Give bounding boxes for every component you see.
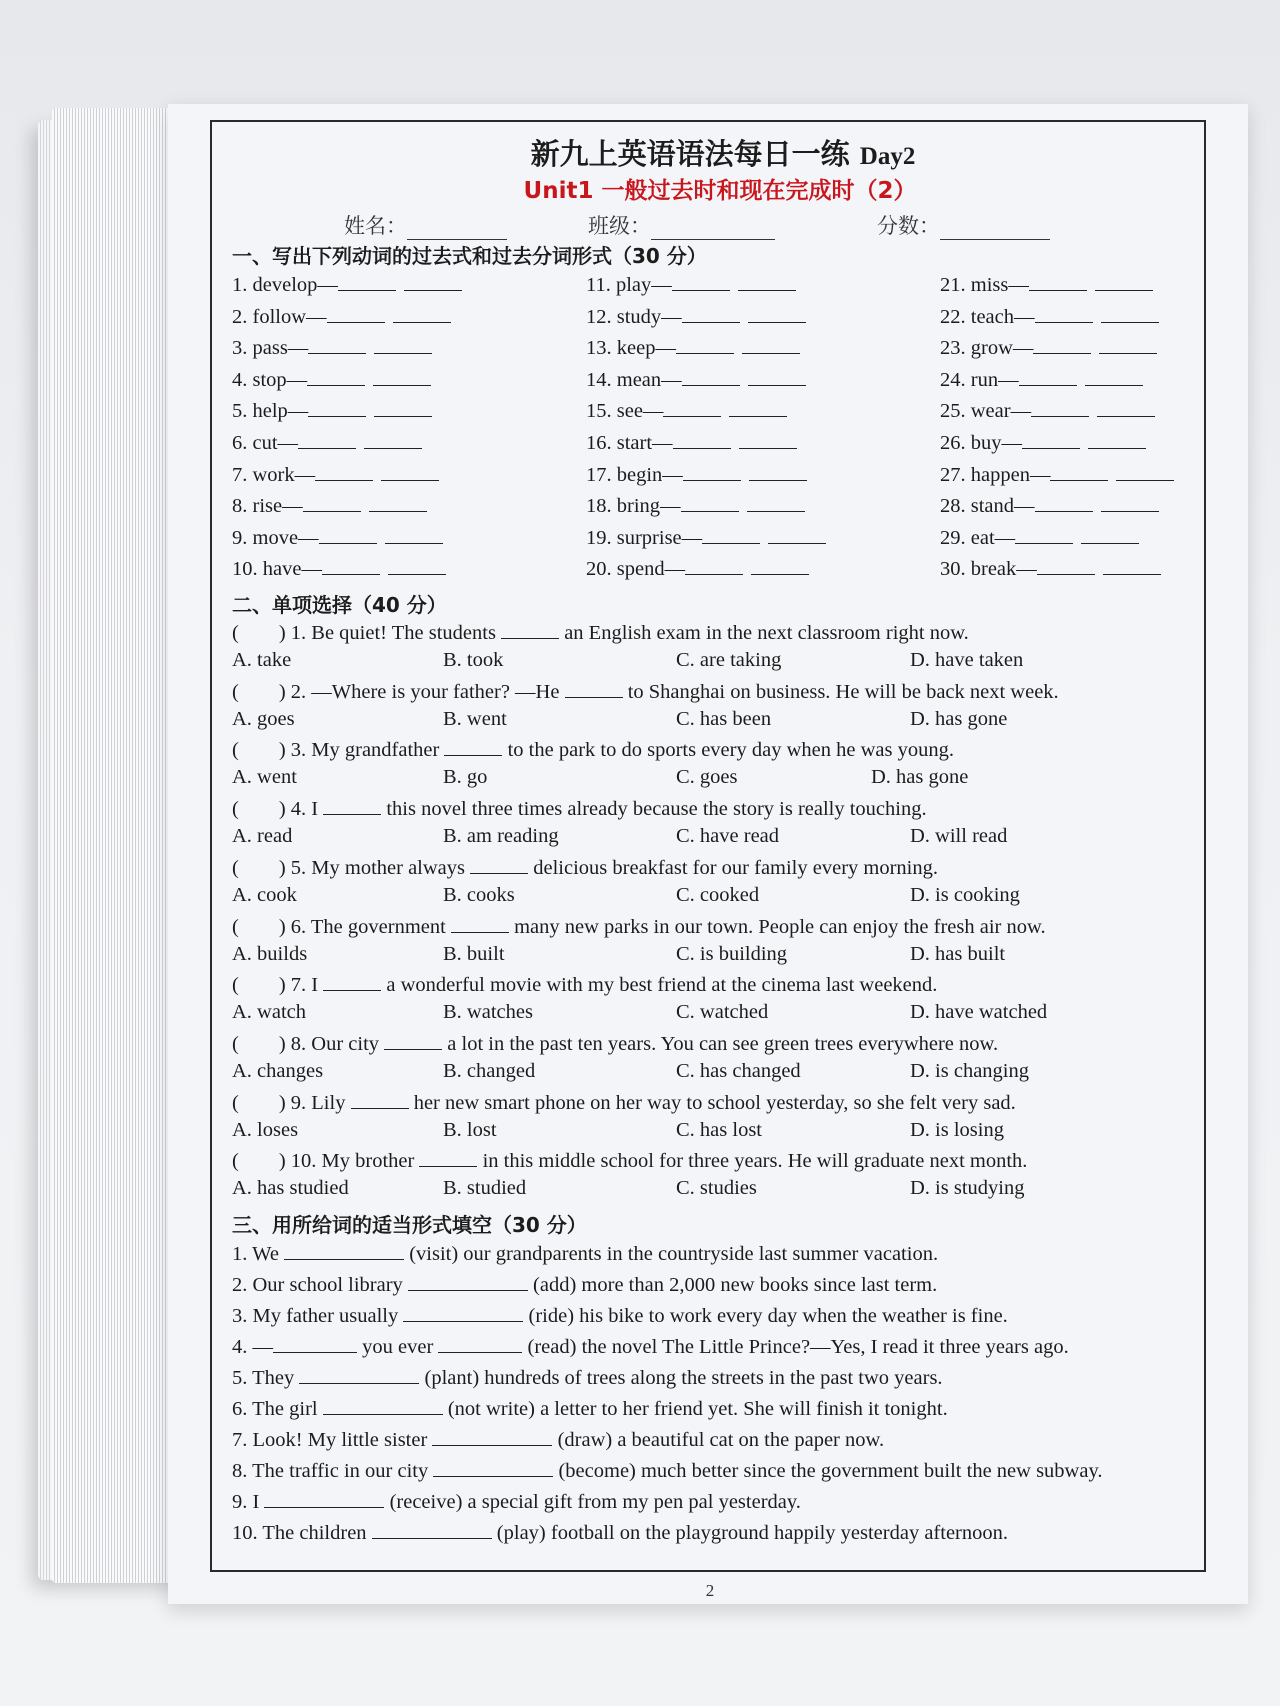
verb-item	[940, 525, 1139, 550]
fill-item-end: (visit) our grandparents in the countryside last summer vacation.	[409, 1243, 939, 1265]
past-tense-blank[interactable]	[685, 556, 743, 575]
verb-label: 22. teach—	[940, 305, 1035, 328]
fill-item-end: (not write) a letter to her friend yet. She will finish it tonight.	[447, 1398, 948, 1420]
question-stem-end: a lot in the past ten years. You can see green trees everywhere now.	[447, 1032, 999, 1055]
option-c[interactable]: C. has been	[676, 707, 772, 730]
question-stem-start: ) 3. My grandfather	[278, 739, 440, 762]
fill-item-end: (ride) his bike to work every day when the weather is fine.	[528, 1305, 1008, 1327]
fill-item-end: (add) more than 2,000 new books since last term.	[533, 1274, 938, 1296]
past-participle-blank[interactable]	[374, 335, 432, 354]
page-title	[0, 132, 1280, 173]
past-participle-blank[interactable]	[739, 430, 797, 449]
fill-blank[interactable]	[432, 1427, 552, 1446]
verb-label: 11. play—	[586, 274, 672, 296]
option-d[interactable]: D. will read	[910, 825, 1008, 848]
verb-item	[232, 556, 446, 581]
question-stem-start: ) 1. Be quiet! The students	[278, 622, 496, 644]
question-stem-start: ) 8. Our city	[278, 1032, 380, 1055]
fill-item-start: 5. They	[232, 1367, 295, 1389]
fill-blank[interactable]	[433, 1458, 553, 1477]
question-paren: (	[232, 739, 239, 762]
fill-item-end: (receive) a special gift from my pen pal yesterday.	[389, 1491, 801, 1513]
question-paren: (	[232, 622, 239, 644]
verb-item	[940, 430, 1146, 455]
verb-label: 25. wear—	[940, 400, 1032, 423]
past-tense-blank[interactable]	[683, 462, 741, 481]
past-participle-blank[interactable]	[1097, 398, 1155, 417]
question-paren: (	[232, 798, 239, 821]
fill-item-end: (draw) a beautiful cat on the paper now.	[557, 1429, 885, 1451]
past-participle-blank[interactable]	[751, 556, 809, 575]
question-paren: (	[232, 1091, 239, 1114]
verb-item	[232, 272, 462, 297]
question-stem-start: ) 2. —Where is your father? —He	[278, 680, 560, 703]
verb-item	[940, 398, 1155, 423]
past-tense-blank[interactable]	[1033, 335, 1091, 354]
name-line[interactable]	[407, 219, 507, 240]
past-tense-blank[interactable]	[676, 335, 734, 354]
verb-item	[232, 462, 439, 487]
question-paren: (	[232, 915, 239, 938]
fill-blank[interactable]	[438, 1334, 522, 1353]
verb-item	[586, 462, 807, 487]
question-paren: (	[232, 856, 239, 879]
option-b[interactable]: B. built	[443, 942, 505, 965]
verb-item	[586, 272, 796, 297]
past-participle-blank[interactable]	[381, 462, 439, 481]
past-tense-blank[interactable]	[663, 398, 721, 417]
option-c[interactable]: C. watched	[676, 1001, 769, 1024]
past-participle-blank[interactable]	[1085, 367, 1143, 386]
verb-item	[586, 304, 806, 329]
question-blank[interactable]	[419, 1148, 477, 1167]
past-participle-blank[interactable]	[1116, 462, 1174, 481]
option-b[interactable]: B. watches	[443, 1001, 533, 1024]
option-d[interactable]: D. have taken	[910, 649, 1024, 671]
verb-label: 26. buy—	[940, 432, 1022, 454]
past-tense-blank[interactable]	[322, 556, 380, 575]
title-text: 新九上英语语法每日一练	[530, 137, 850, 171]
question-row	[232, 620, 969, 645]
past-tense-blank[interactable]	[1022, 430, 1080, 449]
question-blank[interactable]	[451, 914, 509, 933]
verb-label: 3. pass—	[232, 337, 309, 360]
section2-heading: 二、单项选择（40 分）	[232, 593, 447, 617]
fill-blank[interactable]	[408, 1272, 528, 1291]
question-stem-start: ) 10. My brother	[278, 1150, 415, 1173]
verb-label: 1. develop—	[232, 274, 338, 296]
past-tense-blank[interactable]	[702, 525, 760, 544]
verb-label: 12. study—	[586, 305, 682, 328]
fill-blank[interactable]	[299, 1365, 419, 1384]
verb-item	[232, 304, 451, 329]
question-paren: (	[232, 974, 239, 997]
past-participle-blank[interactable]	[1088, 430, 1146, 449]
option-a[interactable]: A. builds	[232, 942, 308, 965]
verb-item	[232, 430, 422, 455]
question-blank[interactable]	[501, 620, 559, 639]
fill-item-start: 8. The traffic in our city	[232, 1460, 429, 1482]
fill-item	[232, 1427, 884, 1452]
past-tense-blank[interactable]	[327, 304, 385, 323]
verb-label: 16. start—	[586, 432, 673, 454]
verb-label: 14. mean—	[586, 368, 682, 391]
verb-label: 15. see—	[586, 400, 664, 423]
past-tense-blank[interactable]	[1029, 272, 1087, 291]
question-blank[interactable]	[565, 679, 623, 698]
question-blank[interactable]	[470, 855, 528, 874]
verb-label: 24. run—	[940, 368, 1019, 391]
past-participle-blank[interactable]	[388, 556, 446, 575]
fill-blank[interactable]	[372, 1520, 492, 1539]
past-tense-blank[interactable]	[1015, 525, 1073, 544]
past-tense-blank[interactable]	[672, 272, 730, 291]
verb-label: 8. rise—	[232, 495, 303, 518]
class-label: 班级：	[588, 214, 651, 238]
option-b[interactable]: B. went	[443, 707, 507, 730]
verb-label: 23. grow—	[940, 337, 1034, 360]
question-stem-end: delicious breakfast for our family every morning.	[533, 856, 938, 879]
past-participle-blank[interactable]	[748, 367, 806, 386]
verb-label: 17. begin—	[586, 463, 683, 486]
past-participle-blank[interactable]	[1095, 272, 1153, 291]
past-tense-blank[interactable]	[682, 367, 740, 386]
name-label: 姓名：	[344, 214, 407, 238]
option-b[interactable]: B. lost	[443, 1118, 497, 1141]
verb-item	[586, 398, 787, 423]
option-c[interactable]: C. has lost	[676, 1118, 762, 1141]
past-participle-blank[interactable]	[369, 493, 427, 512]
verb-item	[940, 304, 1159, 329]
question-row	[232, 737, 954, 762]
question-row	[232, 1090, 1016, 1115]
fill-item	[232, 1458, 1103, 1483]
past-tense-blank[interactable]	[308, 398, 366, 417]
verb-item	[940, 462, 1174, 487]
verb-label: 18. bring—	[586, 495, 681, 518]
question-stem-start: ) 5. My mother always	[278, 856, 465, 879]
past-participle-blank[interactable]	[748, 304, 806, 323]
section1-heading: 一、写出下列动词的过去式和过去分词形式（30 分）	[232, 244, 707, 268]
verb-item	[586, 367, 806, 392]
past-tense-blank[interactable]	[303, 493, 361, 512]
option-b[interactable]: B. took	[443, 649, 504, 671]
fill-blank[interactable]	[273, 1334, 357, 1353]
section3-heading: 三、用所给词的适当形式填空（30 分）	[232, 1213, 587, 1237]
verb-label: 28. stand—	[940, 495, 1035, 518]
question-stem-end: an English exam in the next classroom right now.	[564, 622, 969, 644]
question-row	[232, 855, 938, 880]
past-participle-blank[interactable]	[749, 462, 807, 481]
verb-item	[940, 556, 1161, 581]
question-blank[interactable]	[323, 796, 381, 815]
question-blank[interactable]	[384, 1031, 442, 1050]
fill-item-middle: you ever	[362, 1336, 434, 1358]
verb-label: 21. miss—	[940, 274, 1029, 296]
fill-item-end: (become) much better since the government built the new subway.	[558, 1460, 1103, 1482]
past-participle-blank[interactable]	[374, 398, 432, 417]
fill-blank[interactable]	[323, 1396, 443, 1415]
option-d[interactable]: D. has gone	[910, 707, 1008, 730]
past-tense-blank[interactable]	[315, 462, 373, 481]
verb-item	[940, 335, 1157, 360]
past-tense-blank[interactable]	[307, 367, 365, 386]
past-participle-blank[interactable]	[1103, 556, 1161, 575]
question-paren: (	[232, 1150, 239, 1173]
option-d[interactable]: D. is cooking	[910, 883, 1020, 906]
fill-item	[232, 1396, 948, 1421]
option-c[interactable]: C. goes	[676, 766, 738, 789]
name-field[interactable]	[344, 210, 507, 240]
fill-item-end: (plant) hundreds of trees along the streets in the past two years.	[424, 1367, 943, 1389]
past-participle-blank[interactable]	[373, 367, 431, 386]
past-participle-blank[interactable]	[1099, 335, 1157, 354]
option-c[interactable]: C. studies	[676, 1177, 757, 1200]
option-b[interactable]: B. cooks	[443, 883, 515, 906]
fill-item-start: 1. We	[232, 1243, 279, 1265]
question-row	[232, 796, 927, 821]
verb-item	[586, 556, 809, 581]
option-c[interactable]: C. is building	[676, 942, 788, 965]
question-stem-end: a wonderful movie with my best friend at the cinema last weekend.	[386, 974, 938, 997]
class-field[interactable]	[588, 210, 775, 240]
fill-item	[232, 1241, 938, 1266]
past-tense-blank[interactable]	[1050, 462, 1108, 481]
past-participle-blank[interactable]	[385, 525, 443, 544]
option-a[interactable]: A. loses	[232, 1118, 299, 1141]
verb-item	[586, 335, 800, 360]
fill-blank[interactable]	[264, 1489, 384, 1508]
past-tense-blank[interactable]	[1035, 493, 1093, 512]
question-stem-end: to the park to do sports every day when he was young.	[507, 739, 954, 762]
option-a[interactable]: A. has studied	[232, 1177, 349, 1200]
option-a[interactable]: A. goes	[232, 707, 295, 730]
verb-label: 19. surprise—	[586, 526, 703, 549]
option-d[interactable]: D. is changing	[910, 1059, 1029, 1082]
option-c[interactable]: C. are taking	[676, 649, 782, 671]
title-day: Day2	[859, 143, 916, 170]
option-d[interactable]: D. is losing	[910, 1118, 1004, 1141]
class-line[interactable]	[651, 219, 775, 240]
verb-label: 20. spend—	[586, 558, 686, 581]
verb-item	[232, 398, 432, 423]
question-row	[232, 914, 1046, 939]
score-field[interactable]	[877, 210, 1050, 240]
verb-label: 9. move—	[232, 526, 319, 549]
verb-item	[586, 525, 826, 550]
verb-label: 29. eat—	[940, 526, 1016, 549]
question-row	[232, 679, 1059, 704]
option-a[interactable]: A. take	[232, 649, 292, 671]
option-d[interactable]: D. has built	[910, 942, 1006, 965]
past-tense-blank[interactable]	[682, 304, 740, 323]
past-tense-blank[interactable]	[673, 430, 731, 449]
option-b[interactable]: B. studied	[443, 1177, 527, 1200]
verb-label: 2. follow—	[232, 305, 327, 328]
verb-item	[940, 493, 1159, 518]
verb-label: 13. keep—	[586, 337, 676, 360]
option-b[interactable]: B. go	[443, 766, 488, 789]
option-d[interactable]: D. is studying	[910, 1177, 1025, 1200]
past-tense-blank[interactable]	[308, 335, 366, 354]
fill-item	[232, 1365, 943, 1390]
past-participle-blank[interactable]	[742, 335, 800, 354]
question-stem-start: ) 4. I	[278, 798, 319, 821]
fill-item	[232, 1303, 1008, 1328]
option-b[interactable]: B. am reading	[443, 825, 559, 848]
question-blank[interactable]	[351, 1090, 409, 1109]
fill-item	[232, 1334, 1069, 1359]
page-subtitle: Unit1 一般过去时和现在完成时（2）	[523, 178, 917, 204]
past-participle-blank[interactable]	[393, 304, 451, 323]
option-d[interactable]: D. have watched	[910, 1001, 1048, 1024]
past-participle-blank[interactable]	[1101, 304, 1159, 323]
fill-item-start: 7. Look! My little sister	[232, 1429, 428, 1451]
verb-label: 6. cut—	[232, 432, 299, 454]
fill-item-start: 6. The girl	[232, 1398, 318, 1420]
verb-item	[586, 430, 797, 455]
verb-label: 27. happen—	[940, 463, 1051, 486]
option-d[interactable]: D. has gone	[871, 766, 969, 789]
past-tense-blank[interactable]	[319, 525, 377, 544]
fill-item-start: 9. I	[232, 1491, 260, 1513]
question-blank[interactable]	[323, 972, 381, 991]
fill-item-end: (read) the novel The Little Prince?—Yes, I read it three years ago.	[527, 1336, 1069, 1358]
option-c[interactable]: C. has changed	[676, 1059, 801, 1082]
question-blank[interactable]	[444, 737, 502, 756]
fill-item	[232, 1272, 937, 1297]
question-row	[232, 1148, 1027, 1173]
question-row	[232, 1031, 998, 1056]
fill-item-end: (play) football on the playground happily yesterday afternoon.	[496, 1522, 1009, 1544]
past-tense-blank[interactable]	[1031, 398, 1089, 417]
score-line[interactable]	[940, 219, 1050, 240]
verb-label: 4. stop—	[232, 368, 308, 391]
past-participle-blank[interactable]	[1081, 525, 1139, 544]
verb-label: 5. help—	[232, 400, 309, 423]
past-participle-blank[interactable]	[404, 272, 462, 291]
verb-item	[232, 367, 431, 392]
question-stem-end: her new smart phone on her way to school yesterday, so she felt very sad.	[413, 1091, 1016, 1114]
option-a[interactable]: A. watch	[232, 1001, 307, 1024]
past-participle-blank[interactable]	[364, 430, 422, 449]
question-stem-start: ) 9. Lily	[278, 1091, 346, 1114]
verb-item	[940, 367, 1143, 392]
fill-blank[interactable]	[284, 1241, 404, 1260]
verb-item	[232, 493, 427, 518]
fill-item-start: 10. The children	[232, 1522, 367, 1544]
past-participle-blank[interactable]	[768, 525, 826, 544]
verb-item	[232, 525, 443, 550]
page-number: 2	[705, 1581, 715, 1600]
question-paren: (	[232, 1032, 239, 1055]
fill-item	[232, 1489, 801, 1514]
verb-label: 7. work—	[232, 463, 316, 486]
past-participle-blank[interactable]	[729, 398, 787, 417]
past-tense-blank[interactable]	[1037, 556, 1095, 575]
option-a[interactable]: A. cook	[232, 883, 297, 906]
past-participle-blank[interactable]	[747, 493, 805, 512]
past-tense-blank[interactable]	[1035, 304, 1093, 323]
past-tense-blank[interactable]	[338, 272, 396, 291]
score-label: 分数：	[877, 214, 940, 238]
past-participle-blank[interactable]	[1101, 493, 1159, 512]
past-participle-blank[interactable]	[738, 272, 796, 291]
question-stem-start: ) 6. The government	[278, 915, 446, 938]
fill-item-start: 4. —	[232, 1336, 273, 1358]
question-stem-end: many new parks in our town. People can enjoy the fresh air now.	[514, 915, 1046, 938]
past-tense-blank[interactable]	[1019, 367, 1077, 386]
verb-label: 10. have—	[232, 558, 322, 581]
option-b[interactable]: B. changed	[443, 1059, 536, 1082]
option-a[interactable]: A. went	[232, 766, 297, 789]
question-paren: (	[232, 680, 239, 703]
verb-label: 30. break—	[940, 558, 1037, 581]
fill-blank[interactable]	[403, 1303, 523, 1322]
past-tense-blank[interactable]	[681, 493, 739, 512]
question-stem-start: ) 7. I	[278, 974, 319, 997]
question-stem-end: in this middle school for three years. He will graduate next month.	[482, 1150, 1028, 1173]
verb-item	[940, 272, 1153, 297]
option-a[interactable]: A. changes	[232, 1059, 324, 1082]
fill-item	[232, 1520, 1008, 1545]
past-tense-blank[interactable]	[298, 430, 356, 449]
verb-item	[586, 493, 805, 518]
fill-item-start: 2. Our school library	[232, 1274, 403, 1296]
question-stem-end: to Shanghai on business. He will be back next week.	[627, 680, 1059, 703]
option-c[interactable]: C. have read	[676, 825, 780, 848]
fill-item-start: 3. My father usually	[232, 1305, 399, 1327]
option-c[interactable]: C. cooked	[676, 883, 760, 906]
question-row	[232, 972, 937, 997]
option-a[interactable]: A. read	[232, 825, 293, 848]
verb-item	[232, 335, 432, 360]
question-stem-end: this novel three times already because the story is really touching.	[386, 798, 927, 821]
